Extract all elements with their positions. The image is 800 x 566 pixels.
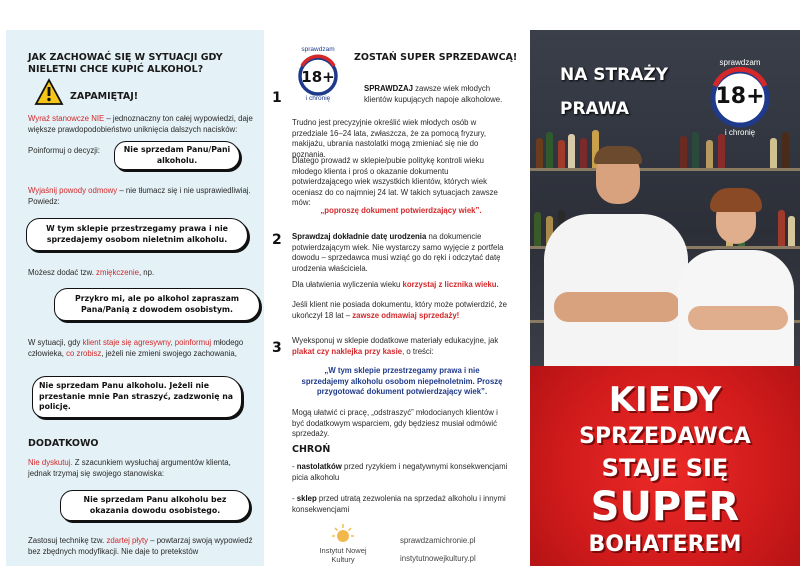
photo-sellers (530, 30, 800, 366)
aggressive-highlight-2: co zrobisz (66, 348, 102, 358)
man-shirt (544, 214, 688, 366)
step2-intro (292, 232, 510, 274)
step1-intro (364, 84, 510, 105)
woman-hair (710, 188, 762, 212)
speech-bubble-law: W tym sklepie przestrzegamy prawa i nie sprzedajemy osobom nieletnim alkoholu. (26, 218, 248, 251)
badge-bottom-text: i chronię (724, 128, 756, 137)
paragraph-be-firm (28, 114, 253, 135)
explain-text: – nie tłumacz się i nie usprawiedliwiaj. Powiedz: (28, 186, 251, 206)
step3-highlight: plakat czy naklejka przy kasie (292, 346, 403, 356)
no-discuss-text: Z szacunkiem wysłuchaj argumentów klienta, jednak trzymaj się swojego stanowiska: (28, 458, 231, 478)
age-check-badge (700, 56, 780, 136)
explain-highlight: Wyjaśnij powody odmowy (28, 186, 118, 195)
step-number-2: 2 (272, 232, 282, 248)
step2-p3-text: Jeśli klient nie posiada dokumentu, który może potwierdzić, że ukończył 18 lat – (292, 300, 507, 320)
step3-paragraph-2: Mogą ułatwić ci pracę, „odstraszyć” młodocianych klientów i być dodatkowym wsparciem, gdy będziesz musiał odmówić sprzedaży. (292, 408, 498, 438)
hero-word-5: BOHATEREM (588, 532, 742, 557)
step3-text-b: , o treści: (402, 346, 434, 356)
speech-bubble-police: Nie sprzedam Panu alkoholu. Jeżeli nie przestanie mnie Pan straszyć, zadzwonię na policję. (32, 376, 242, 418)
step1-bold: SPRAWDZAJ (364, 84, 413, 93)
step-number-1: 1 (272, 90, 282, 106)
man-arms (554, 292, 680, 322)
badge-number: 18+ (715, 84, 765, 109)
step2-p3-highlight: zawsze odmawiaj sprzedaży! (352, 310, 460, 320)
institute-name: Instytut Nowej Kultury (319, 546, 367, 564)
protect-teens-text: przed ryzykiem i negatywnymi konsekwencjami picia alkoholu (292, 462, 508, 482)
aggressive-text-a: W sytuacji, gdy (28, 338, 83, 347)
protect-teens-bold: nastolatków (296, 462, 342, 471)
step1-quote: „poproszę dokument potwierdzający wiek”. (320, 206, 482, 215)
step2-p2-highlight: korzystaj z licznika wieku. (402, 280, 499, 289)
protect-shop-text: przed utratą zezwolenia na sprzedaż alkoholu i innymi konsekwencjami (292, 494, 506, 514)
step2-paragraph-3 (292, 300, 510, 321)
hero-word-2: SPRZEDAWCA (579, 424, 751, 449)
age-check-logo (288, 44, 348, 104)
link-instytut[interactable]: instytutnowejkultury.pl (400, 554, 476, 563)
soften-text-b: , np. (138, 268, 155, 277)
logo-top-text: sprawdzam (301, 46, 335, 53)
right-title (560, 58, 668, 126)
speech-bubble-id: Nie sprzedam Panu alkoholu bez okazania dowodu osobistego. (60, 490, 250, 521)
paragraph-inform: Poinformuj o decyzji: (28, 146, 100, 155)
institute-logo (308, 524, 378, 564)
paragraph-soften (28, 268, 253, 279)
protect-heading: CHROŃ (292, 444, 331, 455)
shelf (530, 168, 800, 171)
broken-record-highlight: zdartej płyty (106, 536, 149, 545)
left-panel (6, 30, 264, 566)
aggressive-text-c: , jeżeli nie zmieni swojego zachowania, (101, 348, 237, 358)
logo-number: 18+ (301, 68, 335, 86)
right-title-line2: PRAWA (560, 99, 630, 119)
soften-highlight: zmiękczenie (96, 268, 139, 277)
speech-bubble-sorry: Przykro mi, ale po alkohol zapraszam Pana/Panią z dowodem osobistym. (54, 288, 260, 321)
hero-word-4: SUPER (590, 484, 740, 530)
protect-item-shop: - sklep przed utratą zezwolenia na sprzedaż alkoholu i innymi konsekwencjami (292, 494, 506, 514)
step1-paragraph-3: Dlatego prowadź w sklepie/pubie politykę kontroli wieku młodego klienta i proś o okazanie dokumentu potwierdzającego wiek wszystkich klientów, których wiek oceniasz do co najmniej 24 lat. W takich sytuacjach zawsze mów: (292, 156, 498, 207)
soften-text-a: Możesz dodać tzw. (28, 268, 97, 277)
remember-heading: ZAPAMIĘTAJ! (70, 91, 139, 102)
step3-text-a: Wyeksponuj w sklepie dodatkowe materiały edukacyjne, jak (292, 336, 499, 345)
step-number-3: 3 (272, 340, 282, 356)
step1-text: zawsze wiek młodych klientów kupujących napoje alkoholowe. (364, 84, 503, 104)
protect-item-teens: - nastolatków przed ryzykiem i negatywnymi konsekwencjami picia alkoholu (292, 462, 508, 482)
be-firm-highlight: Wyraź stanowcze NIE (28, 114, 105, 123)
badge-top-text: sprawdzam (719, 58, 761, 67)
paragraph-broken-record (28, 536, 253, 557)
no-discuss-highlight: Nie dyskutuj. (28, 458, 73, 467)
speech-bubble-refuse: Nie sprzedam Panu/Pani alkoholu. (114, 141, 240, 170)
woman-arms (688, 306, 788, 330)
hero-banner (530, 366, 800, 566)
protect-shop-bold: sklep (296, 494, 317, 503)
warning-icon (34, 78, 64, 111)
paragraph-explain (28, 186, 253, 207)
paragraph-no-discuss (28, 458, 253, 479)
man-hair (594, 146, 642, 164)
right-panel (530, 30, 800, 566)
step3-intro (292, 336, 510, 357)
step1-paragraph-2: Trudno jest precyzyjnie określić wiek młodych osób w przedziale 16–24 lata, zwłaszcza, że za pomocą fryzury, makijażu, ubrania nastolatki mogą zmieniać się nie do poznania. (292, 118, 487, 159)
be-firm-text: – jednoznaczny ton całej wypowiedzi, daje większe prawdopodobieństwo uniknięcia dalszych nacisków: (28, 114, 253, 134)
link-sprawdzam[interactable]: sprawdzamichronie.pl (400, 536, 476, 545)
step2-bold: Sprawdzaj dokładnie datę urodzenia (292, 232, 427, 241)
middle-panel (270, 30, 525, 566)
step3-quote: „W tym sklepie przestrzegamy prawa i nie sprzedajemy alkoholu osobom niepełnoletnim. Proszę przygotować dokument potwierdzający wiek”. (301, 366, 503, 396)
broken-record-text-b: – powtarzaj swoją wypowiedź bez zbędnych modyfikacji. Nie daje to pretekstów (28, 536, 253, 556)
aggressive-highlight-1: klient staje się agresywny, poinformuj (82, 338, 212, 347)
hero-word-3: STAJE SIĘ (601, 454, 729, 482)
broken-record-text-a: Zastosuj technikę tzw. (28, 536, 107, 545)
right-title-line1: NA STRAŻY (560, 65, 669, 85)
aggressive-text-b: młodego człowieka, (28, 338, 244, 358)
step2-text: na dokumencie potwierdzającym wiek. Nie wystarczy samo wyjęcie z portfela dowodu – sprzedawca musi wziąć go do ręki i odczytać datę urodzenia właściciela. (292, 232, 504, 273)
middle-title: ZOSTAŃ SUPER SPRZEDAWCĄ! (354, 52, 518, 63)
additionally-heading: DODATKOWO (28, 438, 99, 449)
step2-p2-text: Dla ułatwienia wyliczenia wieku (292, 280, 403, 289)
sun-icon (332, 524, 354, 542)
paragraph-aggressive (28, 338, 253, 359)
logo-bottom-text: i chronię (305, 95, 331, 102)
step2-paragraph-2 (292, 280, 510, 291)
left-title: JAK ZACHOWAĆ SIĘ W SYTUACJI GDY NIELETNI CHCE KUPIĆ ALKOHOL? (28, 52, 223, 75)
hero-word-1: KIEDY (608, 380, 722, 420)
